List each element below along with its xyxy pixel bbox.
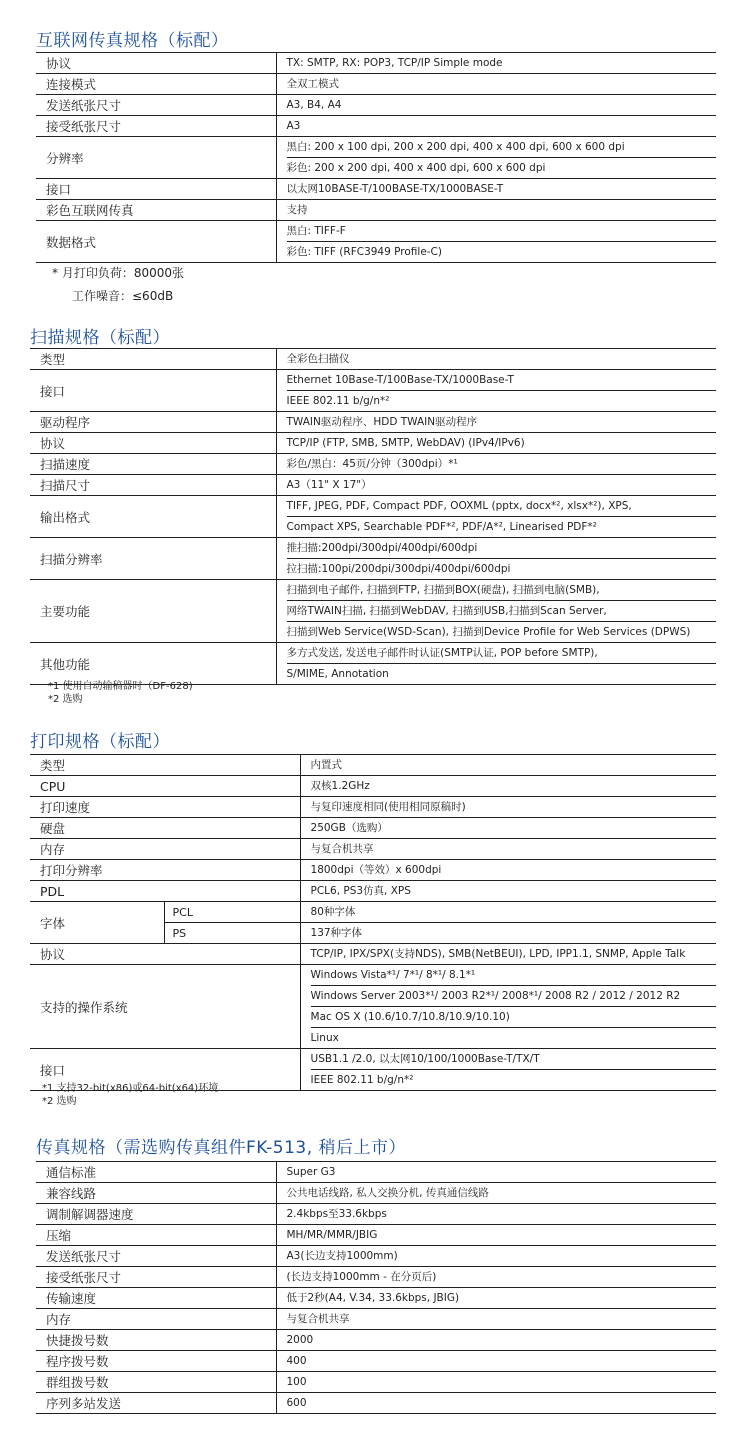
spec-label: 输出格式 xyxy=(30,496,276,538)
spec-row xyxy=(30,349,716,370)
spec-value xyxy=(276,53,716,74)
spec-value xyxy=(276,74,716,95)
spec-label: 接口 xyxy=(30,1049,300,1091)
spec-value-line: 彩色: TIFF (RFC3949 Profile-C) xyxy=(287,241,717,262)
spec-value xyxy=(276,95,716,116)
spec-value-line: Linux xyxy=(311,1027,717,1048)
spec-value-line: 2.4kbps至33.6kbps xyxy=(286,1208,387,1220)
spec-label: 接口 xyxy=(30,370,276,412)
spec-value-line: 1800dpi（等效）x 600dpi xyxy=(310,864,442,876)
spec-value-line: 扫描到Web Service(WSD-Scan), 扫描到Device Profile for Web Services (DPWS) xyxy=(287,621,717,642)
spec-value xyxy=(276,137,716,179)
internet-fax-table xyxy=(36,52,716,263)
spec-value xyxy=(300,965,716,1049)
spec-value-line: 与复合机共享 xyxy=(310,843,374,855)
spec-label: 群组拨号数 xyxy=(36,1372,276,1393)
spec-value-line: 网络TWAIN扫描, 扫描到WebDAV, 扫描到USB,扫描到Scan Server, xyxy=(287,600,717,621)
spec-value xyxy=(276,116,716,137)
spec-value xyxy=(276,475,716,496)
spec-row xyxy=(30,776,716,797)
spec-value-line: 全双工模式 xyxy=(286,78,339,90)
spec-row xyxy=(36,200,716,221)
spec-label: 主要功能 xyxy=(30,580,276,643)
spec-row xyxy=(36,1351,716,1372)
spec-value xyxy=(276,1330,716,1351)
spec-value-line: Super G3 xyxy=(286,1166,336,1178)
spec-value-line: 400 xyxy=(286,1355,307,1367)
spec-label: 兼容线路 xyxy=(36,1183,276,1204)
spec-value xyxy=(300,755,716,776)
spec-label: 字体 xyxy=(30,902,164,944)
spec-value-line: Compact XPS, Searchable PDF*², PDF/A*², Linearised PDF*² xyxy=(287,516,717,537)
spec-label: 协议 xyxy=(36,53,276,74)
spec-row xyxy=(30,580,716,643)
spec-row xyxy=(36,1183,716,1204)
spec-label: 扫描尺寸 xyxy=(30,475,276,496)
fax-spec-title: 传真规格（需选购传真组件FK-513, 稍后上市） xyxy=(36,1138,407,1158)
scan-spec-table xyxy=(30,348,716,685)
spec-row xyxy=(30,944,716,965)
spec-row xyxy=(30,881,716,902)
spec-value xyxy=(276,538,716,580)
spec-label: 发送纸张尺寸 xyxy=(36,95,276,116)
print-spec-table xyxy=(30,754,716,1091)
spec-value-line: 内置式 xyxy=(310,759,343,771)
spec-label: 类型 xyxy=(30,349,276,370)
spec-value xyxy=(300,860,716,881)
spec-row xyxy=(30,475,716,496)
spec-value-line: A3, B4, A4 xyxy=(286,99,342,111)
spec-value-line: TWAIN驱动程序、HDD TWAIN驱动程序 xyxy=(286,416,478,428)
spec-label: 发送纸张尺寸 xyxy=(36,1246,276,1267)
spec-label: CPU xyxy=(30,776,300,797)
spec-value-line: 以太网10BASE-T/100BASE-TX/1000BASE-T xyxy=(286,183,504,195)
spec-row xyxy=(36,1204,716,1225)
spec-value xyxy=(300,776,716,797)
spec-label: 连接模式 xyxy=(36,74,276,95)
spec-label: 快捷拨号数 xyxy=(36,1330,276,1351)
spec-value-line: 推扫描:200dpi/300dpi/400dpi/600dpi xyxy=(286,542,478,554)
spec-value-line: 公共电话线路, 私人交换分机, 传真通信线路 xyxy=(286,1187,489,1199)
fax-spec-table xyxy=(36,1161,716,1414)
spec-row xyxy=(30,818,716,839)
internet-fax-title: 互联网传真规格（标配） xyxy=(36,31,229,51)
spec-value-line: A3 xyxy=(286,120,301,132)
spec-value xyxy=(276,454,716,475)
spec-row xyxy=(30,370,716,412)
spec-row xyxy=(30,538,716,580)
spec-row xyxy=(30,454,716,475)
spec-value-line: 黑白: TIFF-F xyxy=(286,225,346,237)
spec-value-line: PCL6, PS3仿真, XPS xyxy=(310,885,411,897)
spec-row xyxy=(30,433,716,454)
spec-value xyxy=(276,1204,716,1225)
scan-spec-title: 扫描规格（标配） xyxy=(30,328,170,348)
spec-value xyxy=(300,944,716,965)
spec-value-line: Windows Vista*¹/ 7*¹/ 8*¹/ 8.1*¹ xyxy=(310,969,476,981)
spec-label: 分辨率 xyxy=(36,137,276,179)
spec-label: PS xyxy=(164,923,300,944)
spec-label: 数据格式 xyxy=(36,221,276,263)
spec-label: 接受纸张尺寸 xyxy=(36,116,276,137)
spec-label: 传输速度 xyxy=(36,1288,276,1309)
spec-row xyxy=(36,1372,716,1393)
spec-row xyxy=(36,1162,716,1183)
spec-row xyxy=(30,643,716,685)
spec-label: 协议 xyxy=(30,944,300,965)
spec-value-line: IEEE 802.11 b/g/n*² xyxy=(287,390,717,411)
spec-value-line: TCP/IP (FTP, SMB, SMTP, WebDAV) (IPv4/IPv6) xyxy=(286,437,525,449)
spec-value-line: 双核1.2GHz xyxy=(310,780,370,792)
spec-value xyxy=(276,1309,716,1330)
spec-label: 压缩 xyxy=(36,1225,276,1246)
spec-row xyxy=(36,1288,716,1309)
spec-value xyxy=(276,179,716,200)
spec-label: 打印分辨率 xyxy=(30,860,300,881)
spec-value-line: 彩色/黑白：45页/分钟（300dpi）*¹ xyxy=(286,458,458,470)
spec-value xyxy=(276,1183,716,1204)
spec-label: 扫描分辨率 xyxy=(30,538,276,580)
spec-row xyxy=(36,1393,716,1414)
spec-row xyxy=(36,137,716,179)
spec-value-line: 低于2秒(A4, V.34, 33.6kbps, JBIG) xyxy=(286,1292,460,1304)
spec-row xyxy=(30,965,716,1049)
spec-row xyxy=(36,53,716,74)
spec-row xyxy=(36,1309,716,1330)
spec-label: 硬盘 xyxy=(30,818,300,839)
spec-row xyxy=(36,1225,716,1246)
spec-value-line: Mac OS X (10.6/10.7/10.8/10.9/10.10) xyxy=(311,1006,717,1027)
spec-value xyxy=(276,433,716,454)
spec-row xyxy=(36,1267,716,1288)
spec-label: 序列多站发送 xyxy=(36,1393,276,1414)
spec-value-line: 全彩色扫描仪 xyxy=(286,353,350,365)
spec-value xyxy=(276,1393,716,1414)
spec-value-line: 扫描到电子邮件, 扫描到FTP, 扫描到BOX(硬盘), 扫描到电脑(SMB), xyxy=(286,584,600,596)
spec-value xyxy=(276,643,716,685)
spec-value-line: 与复合机共享 xyxy=(286,1313,350,1325)
spec-label: 类型 xyxy=(30,755,300,776)
spec-value-line: 80种字体 xyxy=(310,906,356,918)
spec-label: 内存 xyxy=(36,1309,276,1330)
spec-label: 其他功能 xyxy=(30,643,276,685)
spec-value-line: 黑白: 200 x 100 dpi, 200 x 200 dpi, 400 x 400 dpi, 600 x 600 dpi xyxy=(286,141,625,153)
spec-label: 彩色互联网传真 xyxy=(36,200,276,221)
spec-value xyxy=(276,1246,716,1267)
spec-value xyxy=(276,221,716,263)
spec-label: 调制解调器速度 xyxy=(36,1204,276,1225)
spec-value xyxy=(300,1049,716,1091)
spec-value-line: MH/MR/MMR/JBIG xyxy=(286,1229,378,1241)
spec-value xyxy=(300,797,716,818)
spec-label: PCL xyxy=(164,902,300,923)
spec-value-line: TIFF, JPEG, PDF, Compact PDF, OOXML (pptx, docx*², xlsx*²), XPS, xyxy=(286,500,632,512)
spec-value-line: (长边支持1000mm - 在分页后) xyxy=(286,1271,437,1283)
spec-value xyxy=(300,881,716,902)
scan-footnote-1: *1 使用自动输稿器时（DF-628) xyxy=(48,681,193,692)
spec-value-line: 2000 xyxy=(286,1334,314,1346)
spec-value-line: 137种字体 xyxy=(310,927,363,939)
spec-value xyxy=(276,349,716,370)
spec-value-line: A3(长边支持1000mm) xyxy=(286,1250,398,1262)
spec-row xyxy=(36,74,716,95)
spec-value-line: 彩色: 200 x 200 dpi, 400 x 400 dpi, 600 x 600 dpi xyxy=(287,157,717,178)
spec-value xyxy=(276,1162,716,1183)
spec-value-line: Windows Server 2003*¹/ 2003 R2*¹/ 2008*¹/ 2008 R2 / 2012 / 2012 R2 xyxy=(311,985,717,1006)
spec-value xyxy=(276,580,716,643)
spec-row xyxy=(36,116,716,137)
footnote-noise: 工作噪音：≤60dB xyxy=(72,289,174,303)
spec-label: 通信标准 xyxy=(36,1162,276,1183)
spec-value-line: 拉扫描:100pi/200dpi/300dpi/400dpi/600dpi xyxy=(287,558,717,579)
spec-value xyxy=(276,200,716,221)
spec-label: 扫描速度 xyxy=(30,454,276,475)
spec-label: 接口 xyxy=(36,179,276,200)
spec-value-line: IEEE 802.11 b/g/n*² xyxy=(311,1069,717,1090)
spec-value xyxy=(300,923,716,944)
spec-value-line: 100 xyxy=(286,1376,307,1388)
spec-value-line: 250GB（选购） xyxy=(310,822,388,834)
spec-row xyxy=(30,860,716,881)
spec-value xyxy=(276,1225,716,1246)
spec-value xyxy=(276,496,716,538)
spec-value-line: 多方式发送, 发送电子邮件时认证(SMTP认证, POP before SMTP), xyxy=(286,647,598,659)
spec-value-line: TX: SMTP, RX: POP3, TCP/IP Simple mode xyxy=(286,57,503,69)
spec-label: 支持的操作系统 xyxy=(30,965,300,1049)
spec-value-line: S/MIME, Annotation xyxy=(287,663,717,684)
spec-label: 程序拨号数 xyxy=(36,1351,276,1372)
spec-value xyxy=(276,412,716,433)
scan-footnote-2: *2 选购 xyxy=(48,694,83,705)
spec-row xyxy=(36,179,716,200)
spec-row xyxy=(36,221,716,263)
spec-label: PDL xyxy=(30,881,300,902)
spec-label: 协议 xyxy=(30,433,276,454)
spec-row xyxy=(30,755,716,776)
spec-value-line: A3（11" X 17"） xyxy=(286,479,372,491)
spec-value xyxy=(300,902,716,923)
spec-value xyxy=(276,1288,716,1309)
spec-value-line: USB1.1 /2.0, 以太网10/100/1000Base-T/TX/T xyxy=(310,1053,540,1065)
spec-value-line: 支持 xyxy=(286,204,308,216)
spec-row xyxy=(30,839,716,860)
spec-value xyxy=(276,1267,716,1288)
print-footnote-1: *1 支持32-bit(x86)或64-bit(x64)环境 xyxy=(42,1083,219,1094)
spec-value xyxy=(276,1372,716,1393)
spec-value xyxy=(276,1351,716,1372)
spec-value xyxy=(300,818,716,839)
footnote-print-load: * 月打印负荷：80000张 xyxy=(52,266,184,280)
spec-value xyxy=(300,839,716,860)
spec-row xyxy=(36,1246,716,1267)
spec-label: 打印速度 xyxy=(30,797,300,818)
print-spec-title: 打印规格（标配） xyxy=(30,732,170,752)
spec-label: 驱动程序 xyxy=(30,412,276,433)
spec-label: 内存 xyxy=(30,839,300,860)
spec-row xyxy=(36,95,716,116)
spec-value-line: TCP/IP, IPX/SPX(支持NDS), SMB(NetBEUI), LPD, IPP1.1, SNMP, Apple Talk xyxy=(310,948,686,960)
spec-row xyxy=(30,412,716,433)
spec-row xyxy=(30,496,716,538)
spec-value-line: 600 xyxy=(286,1397,307,1409)
spec-value-line: Ethernet 10Base-T/100Base-TX/1000Base-T xyxy=(286,374,514,386)
spec-value-line: 与复印速度相同(使用相同原稿时) xyxy=(310,801,466,813)
print-footnote-2: *2 选购 xyxy=(42,1096,77,1107)
spec-row xyxy=(36,1330,716,1351)
spec-row xyxy=(30,797,716,818)
spec-row xyxy=(30,902,716,923)
spec-value xyxy=(276,370,716,412)
spec-label: 接受纸张尺寸 xyxy=(36,1267,276,1288)
